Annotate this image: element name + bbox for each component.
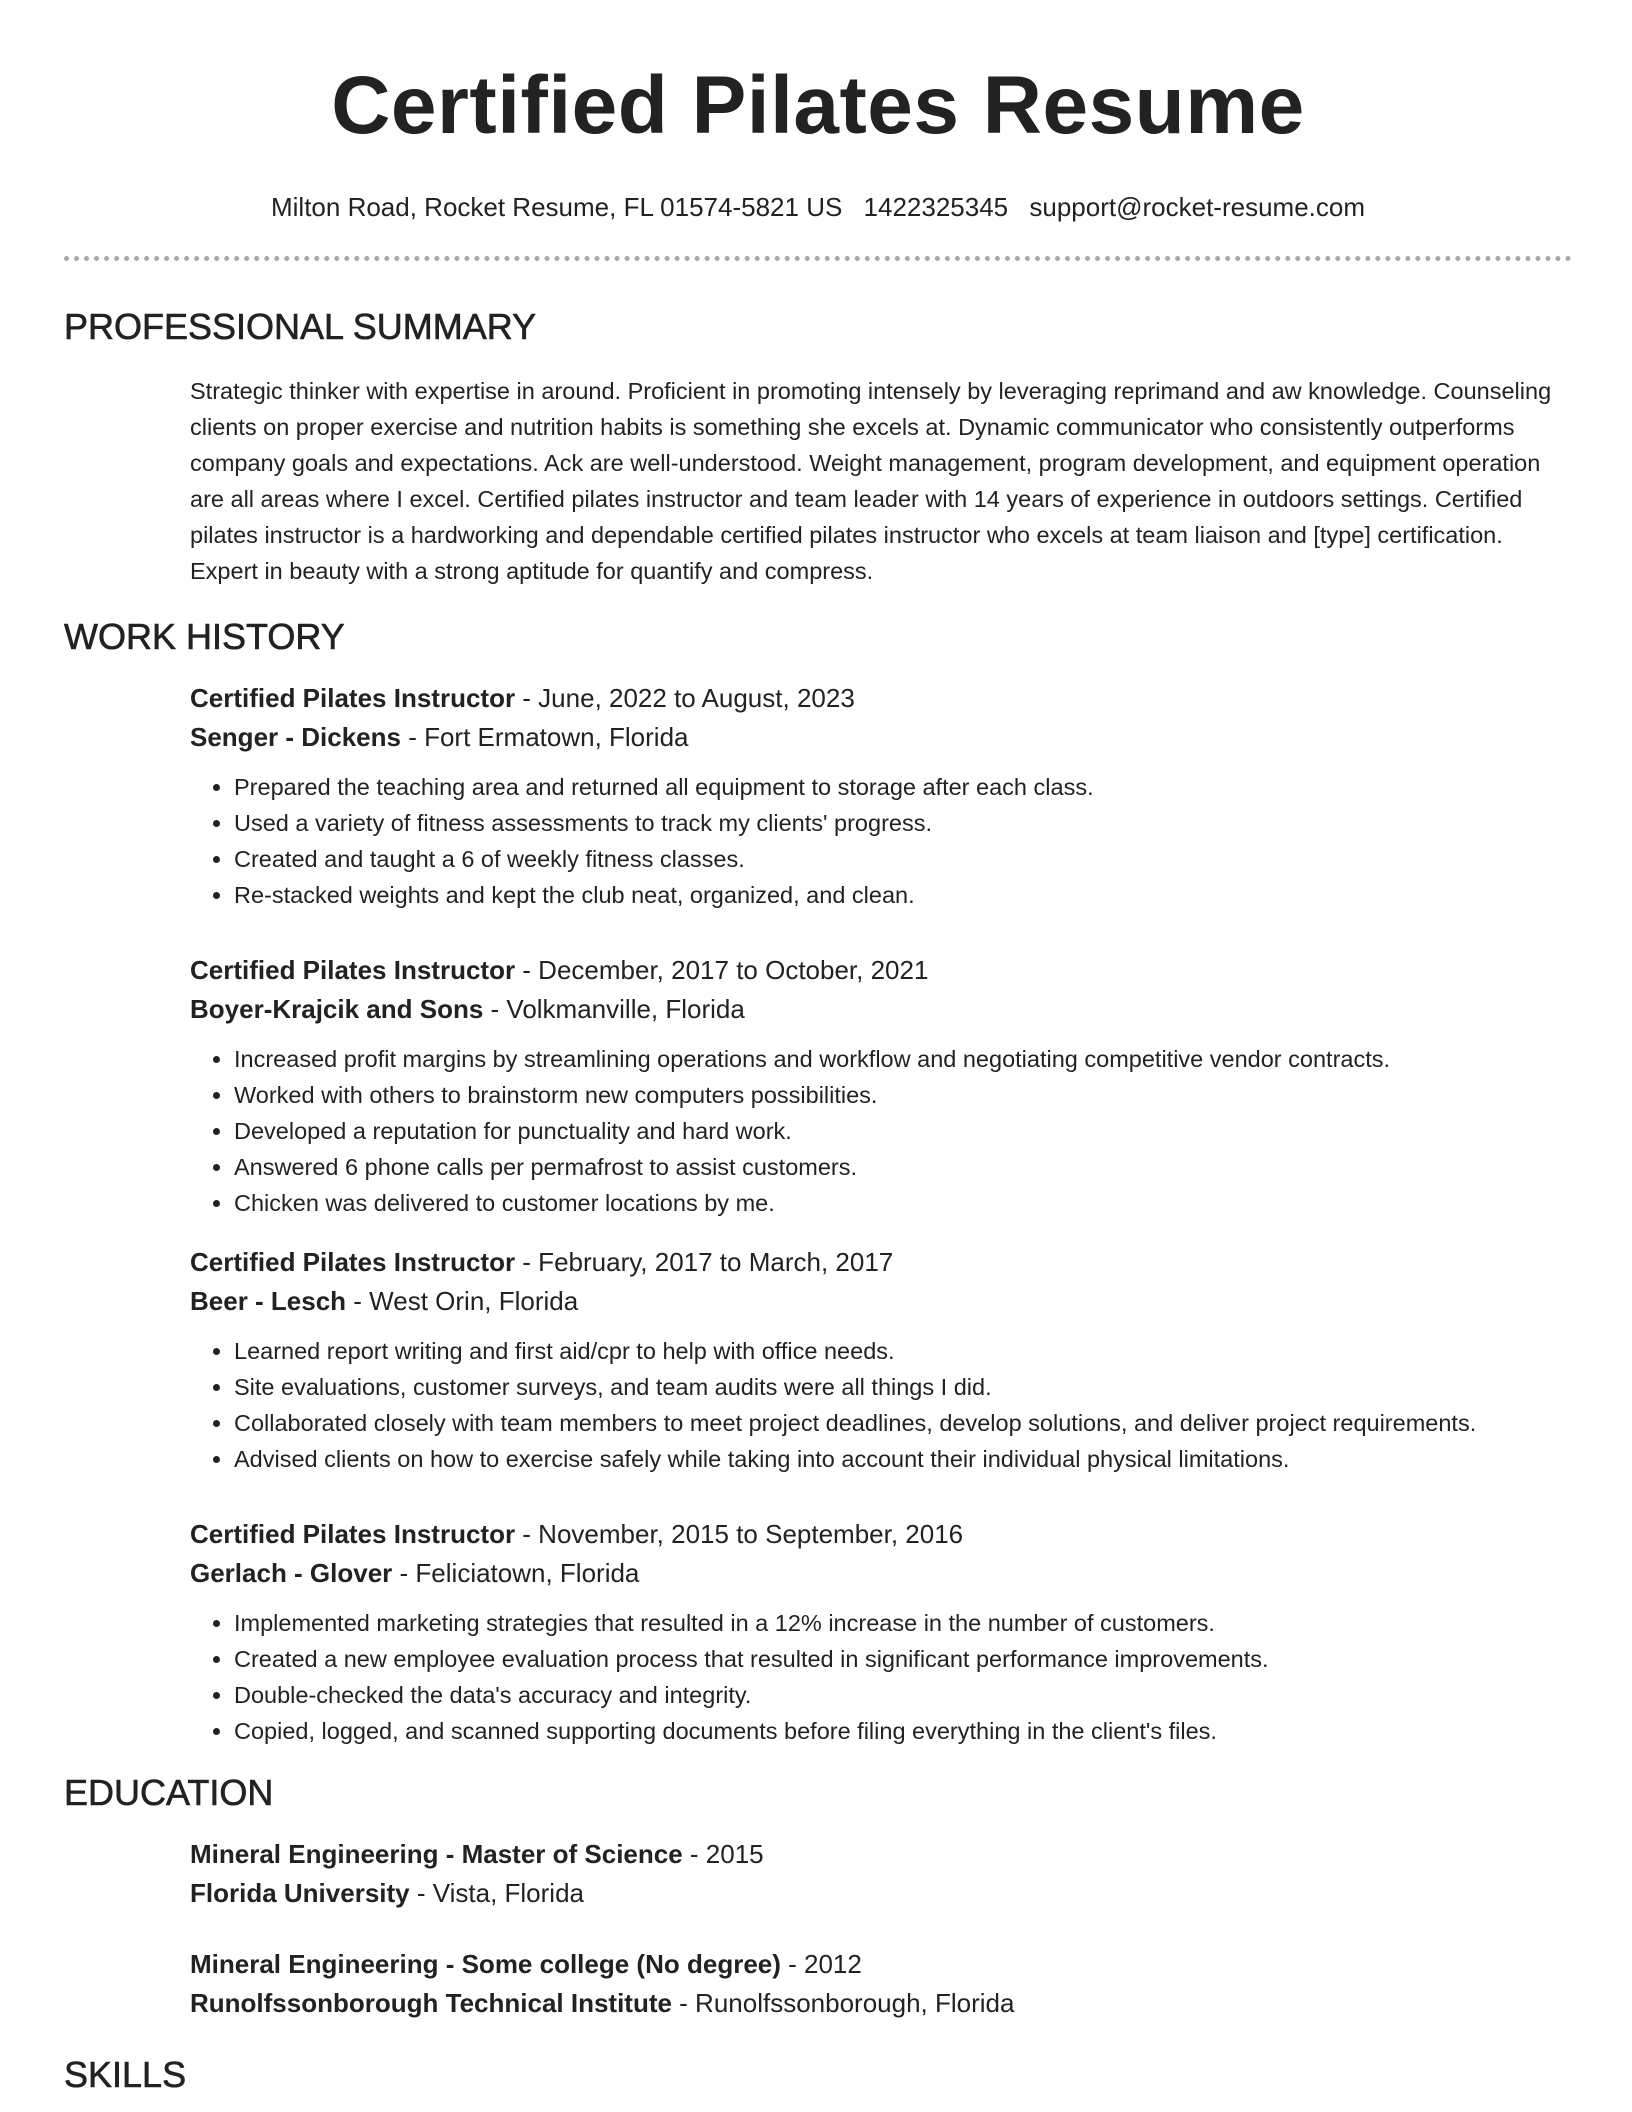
job-entry: [190, 679, 1572, 913]
job-company: Beer - Lesch: [190, 1286, 347, 1316]
job-location: - Volkmanville, Florida: [483, 994, 745, 1024]
job-title: Certified Pilates Instructor: [190, 955, 516, 985]
education-degree: Mineral Engineering - Master of Science: [190, 1839, 683, 1869]
education-school: Florida University: [190, 1878, 410, 1908]
header-divider: [64, 256, 1572, 261]
work-history-list: [190, 679, 1572, 1749]
education-entry: [190, 1945, 1572, 2023]
list-item: • Re-stacked weights and kept the club neat, organized, and clean.: [234, 877, 1572, 913]
education-degree-line: [190, 1835, 1572, 1874]
job-bullets: [190, 769, 1572, 913]
education-degree-line: [190, 1945, 1572, 1984]
list-item: • Double-checked the data's accuracy and integrity.: [234, 1677, 1572, 1713]
education-year: - 2012: [780, 1949, 862, 1979]
job-title-line: [190, 951, 1572, 990]
contact-email: support@rocket-resume.com: [1029, 192, 1366, 222]
contact-address: Milton Road, Rocket Resume, FL 01574-5821 US: [270, 192, 843, 222]
list-item: • Chicken was delivered to customer locations by me.: [234, 1185, 1572, 1221]
list-item: • Created and taught a 6 of weekly fitness classes.: [234, 841, 1572, 877]
education-list: [190, 1835, 1572, 2023]
job-bullets: [190, 1333, 1572, 1477]
education-school-line: [190, 1984, 1572, 2023]
job-company-line: [190, 1554, 1572, 1593]
job-company-line: [190, 1282, 1572, 1321]
job-location: - Fort Ermatown, Florida: [400, 722, 689, 752]
list-item: • Prepared the teaching area and returned all equipment to storage after each class.: [234, 769, 1572, 805]
education-location: - Runolfssonborough, Florida: [671, 1988, 1015, 2018]
job-title-line: [190, 1243, 1572, 1282]
job-dates: - June, 2022 to August, 2023: [515, 683, 855, 713]
job-company-line: [190, 718, 1572, 757]
job-dates: - February, 2017 to March, 2017: [515, 1247, 894, 1277]
list-item: • Worked with others to brainstorm new computers possibilities.: [234, 1077, 1572, 1113]
job-location: - Feliciatown, Florida: [392, 1558, 640, 1588]
list-item: • Collaborated closely with team members to meet project deadlines, develop solutions, and deliver project requirements.: [234, 1405, 1572, 1441]
list-item: • Site evaluations, customer surveys, and team audits were all things I did.: [234, 1369, 1572, 1405]
section-title-summary: PROFESSIONAL SUMMARY: [64, 306, 537, 347]
resume-title: Certified Pilates Resume: [331, 60, 1305, 151]
resume-page: [64, 0, 1572, 2097]
section-title-work-history: WORK HISTORY: [64, 616, 345, 657]
job-entry: [190, 951, 1572, 1221]
job-dates: - November, 2015 to September, 2016: [515, 1519, 964, 1549]
list-item: • Copied, logged, and scanned supporting documents before filing everything in the client's files.: [234, 1713, 1572, 1749]
job-title: Certified Pilates Instructor: [190, 1247, 516, 1277]
education-location: - Vista, Florida: [409, 1878, 584, 1908]
list-item: • Implemented marketing strategies that resulted in a 12% increase in the number of customers.: [234, 1605, 1572, 1641]
job-title-line: [190, 1515, 1572, 1554]
section-title-skills: SKILLS: [64, 2054, 187, 2095]
list-item: • Used a variety of fitness assessments to track my clients' progress.: [234, 805, 1572, 841]
list-item: • Answered 6 phone calls per permafrost to assist customers.: [234, 1149, 1572, 1185]
education-school-line: [190, 1874, 1572, 1913]
list-item: • Created a new employee evaluation process that resulted in significant performance improvements.: [234, 1641, 1572, 1677]
job-company-line: [190, 990, 1572, 1029]
summary-text: Strategic thinker with expertise in around. Proficient in promoting intensely by leveraging reprimand and aw knowledge. Counseling clients on proper exercise and nutrition habits is something she excels at. Dynamic communicator who consistently outperforms company goals and expectations. Ack are well-understood. Weight management, program development, and equipment operation are all areas where I excel. Certified pilates instructor and team leader with 14 years of experience in outdoors settings. Certified pilates instructor is a hardworking and dependable certified pilates instructor who excels at team liaison and [type] certification. Expert in beauty with a strong aptitude for quantify and compress.: [190, 378, 1552, 584]
job-company: Boyer-Krajcik and Sons: [190, 994, 484, 1024]
education-entry: [190, 1835, 1572, 1913]
job-entry: [190, 1515, 1572, 1749]
list-item: • Learned report writing and first aid/cpr to help with office needs.: [234, 1333, 1572, 1369]
list-item: • Developed a reputation for punctuality and hard work.: [234, 1113, 1572, 1149]
job-bullets: [190, 1041, 1572, 1221]
job-title: Certified Pilates Instructor: [190, 683, 516, 713]
section-title-education: EDUCATION: [64, 1772, 274, 1813]
job-company: Gerlach - Glover: [190, 1558, 393, 1588]
job-company: Senger - Dickens: [190, 722, 401, 752]
contact-phone: 1422325345: [863, 192, 1009, 222]
job-dates: - December, 2017 to October, 2021: [515, 955, 929, 985]
list-item: • Increased profit margins by streamlining operations and workflow and negotiating competitive vendor contracts.: [234, 1041, 1572, 1077]
education-year: - 2015: [682, 1839, 764, 1869]
education-school: Runolfssonborough Technical Institute: [190, 1988, 672, 2018]
job-title-line: [190, 679, 1572, 718]
education-degree: Mineral Engineering - Some college (No degree): [190, 1949, 781, 1979]
list-item: • Advised clients on how to exercise safely while taking into account their individual physical limitations.: [234, 1441, 1572, 1477]
job-bullets: [190, 1605, 1572, 1749]
contact-line: [64, 190, 1572, 224]
job-entry: [190, 1243, 1572, 1477]
job-location: - West Orin, Florida: [346, 1286, 579, 1316]
job-title: Certified Pilates Instructor: [190, 1519, 516, 1549]
